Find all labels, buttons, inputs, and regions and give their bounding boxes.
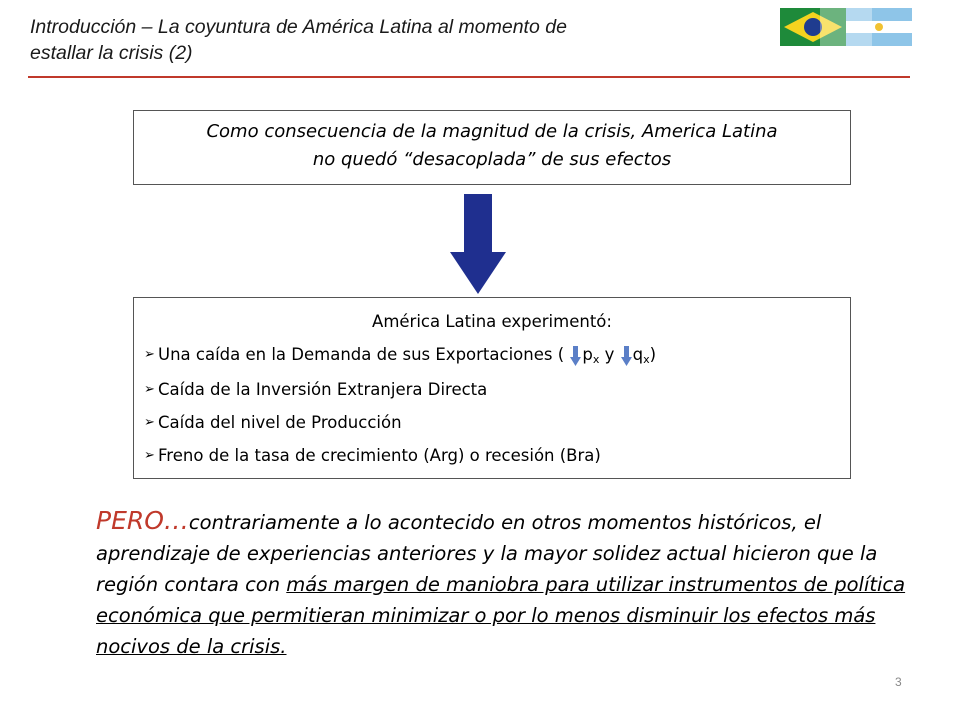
conclusion-underlined-text: más margen de maniobra para utilizar instrumentos de política económica que permitieran minimizar o por lo menos disminuir los efectos más nocivos de la crisis. xyxy=(96,573,906,658)
arrow-bullet-icon: ➢ xyxy=(144,415,155,430)
title-line-2: estallar la crisis (2) xyxy=(30,42,193,64)
effect-production-text: Caída del nivel de Producción xyxy=(158,413,402,432)
pero-keyword: PERO… xyxy=(96,506,189,535)
title-line-1: Introducción – La coyuntura de América Latina al momento de xyxy=(30,16,567,38)
down-arrow-icon xyxy=(448,192,508,296)
down-arrow-icon xyxy=(621,345,632,367)
page-number: 3 xyxy=(895,675,902,689)
effects-heading: América Latina experimentó: xyxy=(372,312,612,331)
arrow-bullet-icon: ➢ xyxy=(144,448,155,463)
consequence-box xyxy=(133,110,851,185)
quantity-subscript: x xyxy=(643,353,650,366)
price-symbol: p xyxy=(582,345,593,364)
arrow-bullet-icon: ➢ xyxy=(144,347,155,362)
conjunction: y xyxy=(599,345,620,364)
effect-item-fdi xyxy=(144,375,487,405)
effect-exports-prefix: Una caída en la Demanda de sus Exportaciones ( xyxy=(158,345,565,364)
slide-title xyxy=(30,14,750,66)
argentina-brazil-flags-logo xyxy=(780,8,912,46)
quantity-symbol: q xyxy=(632,345,644,364)
arrow-bullet-icon: ➢ xyxy=(144,382,155,397)
conclusion-paragraph xyxy=(96,505,936,662)
consequence-line-1: Como consecuencia de la magnitud de la crisis, America Latina xyxy=(206,121,778,142)
effect-item-growth xyxy=(144,441,601,471)
effect-growth-text: Freno de la tasa de crecimiento (Arg) o recesión (Bra) xyxy=(158,446,601,465)
consequence-line-2: no quedó “desacoplada” de sus efectos xyxy=(312,149,672,170)
conclusion-text: contrariamente a lo acontecido en otros momentos históricos, el aprendizaje de experiencias anteriores y la mayor solidez actual hicieron que la región contara con xyxy=(96,511,878,596)
price-subscript: x xyxy=(592,353,600,366)
closing-paren: ) xyxy=(649,345,657,364)
effect-fdi-text: Caída de la Inversión Extranjera Directa xyxy=(158,380,488,399)
effects-box xyxy=(133,297,851,479)
title-divider xyxy=(28,76,910,78)
effect-item-exports xyxy=(144,340,656,370)
down-arrow-icon xyxy=(570,345,581,367)
effect-item-production xyxy=(144,408,402,438)
